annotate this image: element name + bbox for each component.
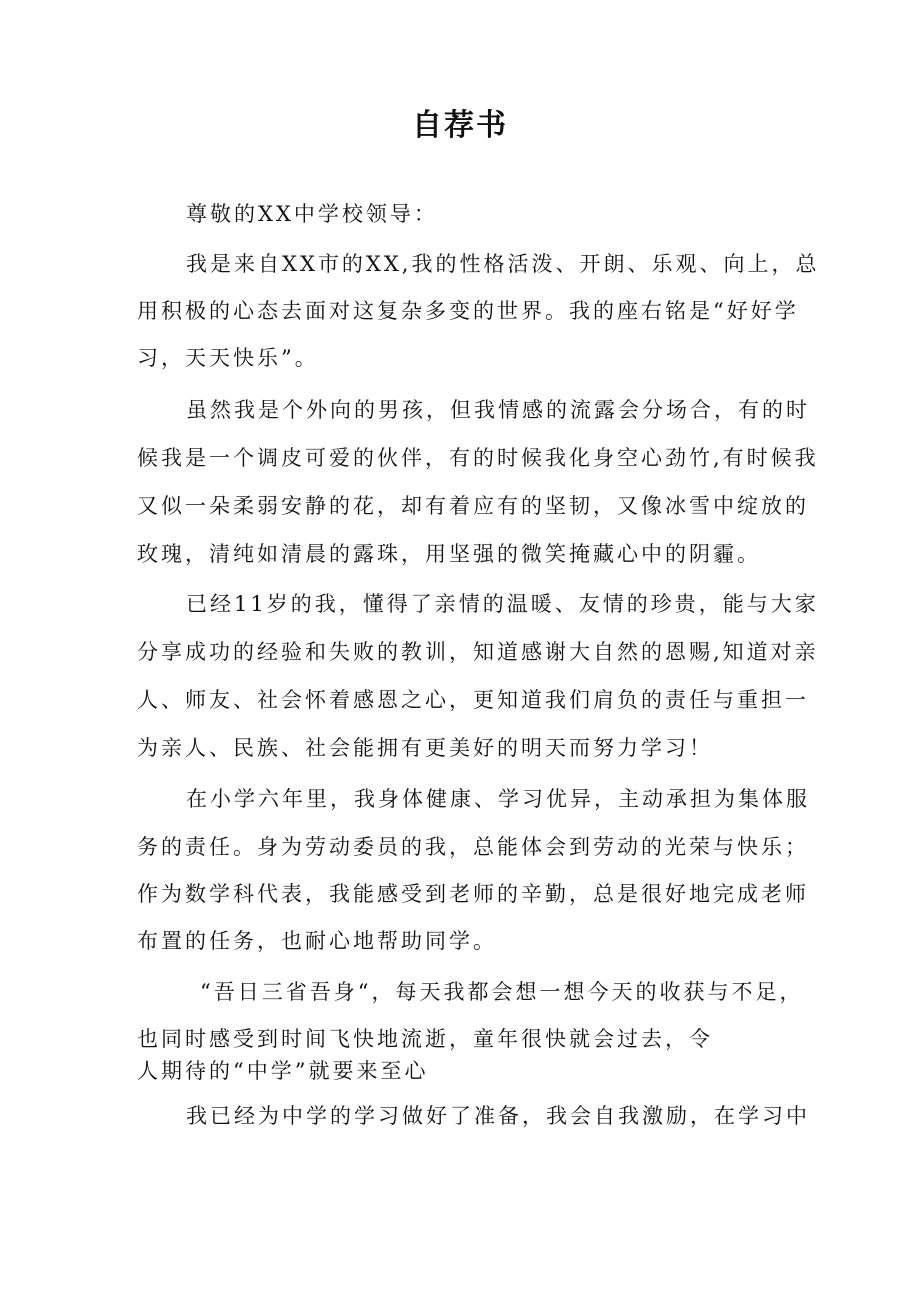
body-line: 虽然我是个外向的男孩，但我情感的流露会分场合，有的时 [186, 398, 810, 422]
body-line: 习，天天快乐”。 [137, 346, 319, 370]
body-line: 用积极的心态去面对这复杂多变的世界。我的座右铭是“好好学 [137, 299, 799, 323]
document-title: 自荐书 [412, 108, 508, 143]
body-line: “吾日三省吾身“，每天我都会想一想今天的收获与不足， [200, 980, 804, 1004]
body-line: 在小学六年里，我身体健康、学习优异，主动承担为集体服 [186, 787, 810, 811]
body-line: 我是来自XX市的XX,我的性格活泼、开朗、乐观、向上，总 [186, 252, 820, 276]
salutation-line: 尊敬的XX中学校领导： [186, 202, 438, 226]
body-line: 分享成功的经验和失败的教训，知道感谢大自然的恩赐,知道对亲 [137, 640, 819, 664]
body-line: 我已经为中学的学习做好了准备，我会自我激励，在学习中 [186, 1104, 810, 1128]
body-line: 候我是一个调皮可爱的伙伴，有的时候我化身空心劲竹,有时候我 [137, 446, 819, 470]
body-line: 为亲人、民族、社会能拥有更美好的明天而努力学习！ [137, 736, 713, 760]
body-line: 也同时感受到时间飞快地流逝，童年很快就会过去，令 [137, 1027, 713, 1051]
body-line: 作为数学科代表，我能感受到老师的辛勤，总是很好地完成老师 [137, 882, 809, 906]
body-line: 玫瑰，清纯如清晨的露珠，用坚强的微笑掩藏心中的阴霾。 [137, 542, 761, 566]
body-line: 又似一朵柔弱安静的花，却有着应有的坚韧，又像冰雪中绽放的 [137, 494, 809, 518]
body-line: 人、师友、社会怀着感恩之心，更知道我们肩负的责任与重担一 [137, 688, 809, 712]
body-line: 布置的任务，也耐心地帮助同学。 [137, 929, 497, 953]
body-line: 务的责任。身为劳动委员的我，总能体会到劳动的光荣与快乐； [137, 835, 809, 859]
body-line: 已经11岁的我，懂得了亲情的温暖、友情的珍贵，能与大家 [186, 592, 819, 616]
body-line: 人期待的“中学”就要来至心 [137, 1059, 429, 1083]
